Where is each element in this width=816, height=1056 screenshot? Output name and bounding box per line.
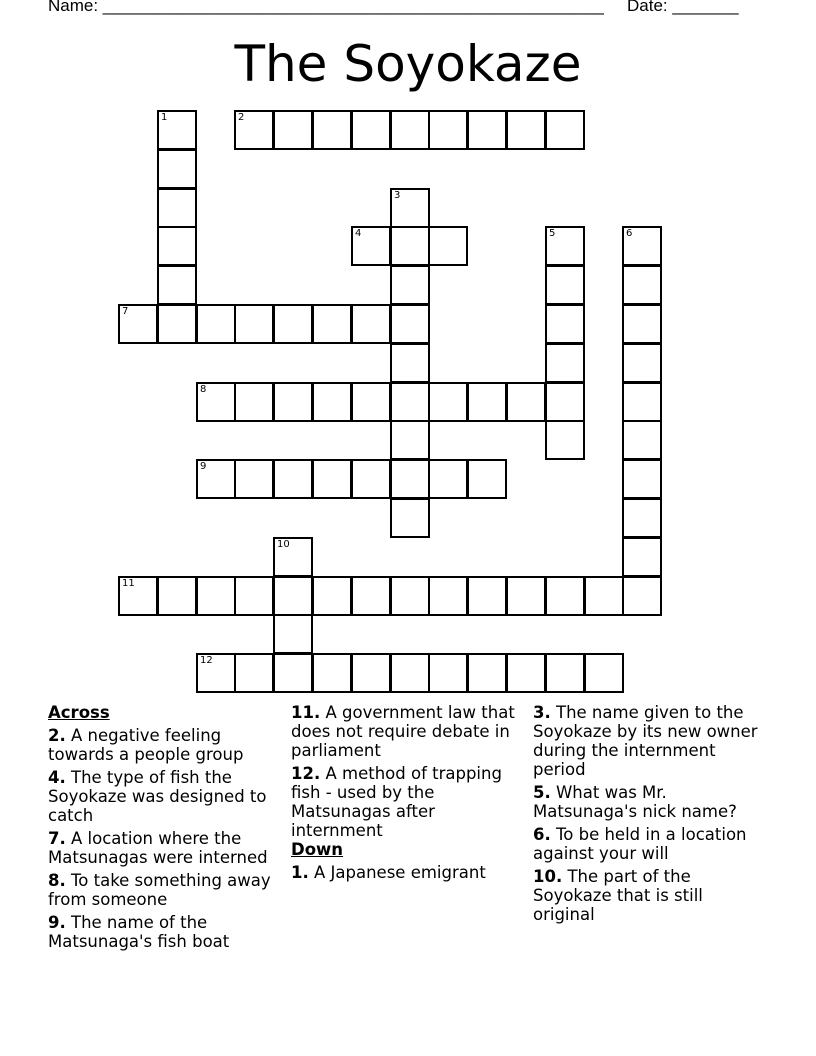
grid-cell[interactable] — [234, 110, 274, 150]
clue-text: A location where the Matsunagas were interned — [48, 829, 268, 867]
clue-item — [48, 871, 288, 909]
grid-cell[interactable] — [428, 226, 468, 266]
grid-cell[interactable] — [622, 382, 662, 422]
grid-cell[interactable] — [584, 576, 624, 616]
grid-cell[interactable] — [234, 576, 274, 616]
grid-cell[interactable] — [157, 576, 197, 616]
grid-cell[interactable] — [467, 459, 507, 499]
cell-number: 9 — [200, 461, 207, 472]
clue-text: The part of the Soyokaze that is still original — [533, 867, 703, 924]
grid-cell[interactable] — [622, 498, 662, 538]
grid-cell[interactable] — [351, 459, 391, 499]
grid-cell[interactable] — [428, 653, 468, 693]
clue-number: 12. — [291, 764, 321, 783]
grid-cell[interactable] — [506, 653, 546, 693]
grid-cell[interactable] — [273, 537, 313, 577]
grid-cell[interactable] — [157, 304, 197, 344]
grid-cell[interactable] — [428, 382, 468, 422]
puzzle-title: The Soyokaze — [234, 35, 582, 93]
clue-item — [48, 768, 288, 825]
grid-cell[interactable] — [545, 110, 585, 150]
cell-number: 12 — [200, 655, 213, 666]
clue-item — [48, 726, 288, 764]
clue-number: 10. — [533, 867, 563, 886]
grid-cell[interactable] — [390, 226, 430, 266]
down-clue-list — [291, 863, 523, 882]
clue-item — [533, 825, 768, 863]
grid-cell[interactable] — [622, 343, 662, 383]
grid-cell[interactable] — [118, 576, 158, 616]
clue-number: 8. — [48, 871, 66, 890]
cell-number: 8 — [200, 384, 207, 395]
grid-cell[interactable] — [351, 382, 391, 422]
clue-number: 7. — [48, 829, 66, 848]
cell-number: 10 — [277, 539, 290, 550]
grid-cell[interactable] — [545, 382, 585, 422]
clue-number: 9. — [48, 913, 66, 932]
name-label: Name: — [48, 0, 103, 15]
clue-number: 1. — [291, 863, 309, 882]
cell-number: 7 — [122, 306, 129, 317]
grid-cell[interactable] — [273, 614, 313, 654]
cell-number: 5 — [549, 228, 556, 239]
grid-cell[interactable] — [390, 653, 430, 693]
grid-cell[interactable] — [390, 304, 430, 344]
grid-cell[interactable] — [390, 420, 430, 460]
grid-cell[interactable] — [273, 653, 313, 693]
grid-cell[interactable] — [157, 226, 197, 266]
grid-cell[interactable] — [467, 382, 507, 422]
grid-cell[interactable] — [351, 576, 391, 616]
down-clue-list-continued — [533, 703, 768, 924]
grid-cell[interactable] — [390, 110, 430, 150]
grid-cell[interactable] — [273, 382, 313, 422]
clue-number: 2. — [48, 726, 66, 745]
grid-cell[interactable] — [428, 110, 468, 150]
grid-cell[interactable] — [390, 343, 430, 383]
grid-cell[interactable] — [196, 653, 236, 693]
grid-cell[interactable] — [351, 226, 391, 266]
grid-cell[interactable] — [157, 110, 197, 150]
clue-item — [291, 863, 523, 882]
clue-text: A method of trapping fish - used by the Matsunagas after internment — [291, 764, 502, 840]
grid-cell[interactable] — [545, 226, 585, 266]
grid-cell[interactable] — [351, 110, 391, 150]
grid-cell[interactable] — [312, 459, 352, 499]
grid-cell[interactable] — [390, 265, 430, 305]
grid-cell[interactable] — [467, 576, 507, 616]
grid-cell[interactable] — [157, 188, 197, 228]
grid-cell[interactable] — [157, 149, 197, 189]
clue-text: The name given to the Soyokaze by its new owner during the internment period — [533, 703, 758, 779]
clue-item — [48, 829, 288, 867]
clue-text: A government law that does not require debate in parliament — [291, 703, 515, 760]
clue-text: A Japanese emigrant — [308, 863, 486, 882]
cell-number: 3 — [394, 190, 401, 201]
grid-cell[interactable] — [584, 653, 624, 693]
clue-item — [533, 867, 768, 924]
grid-cell[interactable] — [506, 382, 546, 422]
clue-number: 5. — [533, 783, 551, 802]
grid-cell[interactable] — [545, 576, 585, 616]
date-field[interactable]: Date: _______ — [627, 0, 739, 15]
clue-item — [533, 703, 768, 779]
clue-text: The type of fish the Soyokaze was designed to catch — [48, 768, 267, 825]
grid-cell[interactable] — [622, 537, 662, 577]
grid-cell[interactable] — [273, 576, 313, 616]
cell-number: 4 — [355, 228, 362, 239]
grid-cell[interactable] — [622, 459, 662, 499]
grid-cell[interactable] — [390, 382, 430, 422]
clue-number: 11. — [291, 703, 321, 722]
grid-cell[interactable] — [506, 576, 546, 616]
clue-item — [291, 703, 523, 760]
grid-cell[interactable] — [312, 304, 352, 344]
grid-cell[interactable] — [234, 459, 274, 499]
clues-column-2 — [291, 703, 523, 886]
grid-cell[interactable] — [622, 420, 662, 460]
clue-text: What was Mr. Matsunaga's nick name? — [533, 783, 737, 821]
grid-cell[interactable] — [545, 420, 585, 460]
grid-cell[interactable] — [545, 265, 585, 305]
grid-cell[interactable] — [118, 304, 158, 344]
grid-cell[interactable] — [351, 304, 391, 344]
clue-text: To take something away from someone — [48, 871, 271, 909]
across-heading: Across — [48, 703, 110, 722]
grid-cell[interactable] — [545, 653, 585, 693]
grid-cell[interactable] — [467, 653, 507, 693]
grid-cell[interactable] — [428, 576, 468, 616]
cell-number: 1 — [161, 112, 168, 123]
grid-cell[interactable] — [506, 110, 546, 150]
cell-number: 2 — [238, 112, 245, 123]
across-clue-list — [48, 726, 288, 951]
grid-cell[interactable] — [312, 653, 352, 693]
name-blank[interactable]: _____________________________________________________ — [102, 0, 604, 15]
grid-cell[interactable] — [312, 110, 352, 150]
grid-cell[interactable] — [312, 576, 352, 616]
clue-item — [533, 783, 768, 821]
grid-cell[interactable] — [545, 343, 585, 383]
across-clue-list-continued — [291, 703, 523, 840]
clue-item — [48, 913, 288, 951]
clue-number: 6. — [533, 825, 551, 844]
grid-cell[interactable] — [390, 188, 430, 228]
cell-number: 6 — [626, 228, 633, 239]
grid-cell[interactable] — [351, 653, 391, 693]
clue-item — [291, 764, 523, 840]
grid-cell[interactable] — [312, 382, 352, 422]
cell-number: 11 — [122, 578, 135, 589]
down-heading: Down — [291, 840, 344, 859]
grid-cell[interactable] — [196, 382, 236, 422]
grid-cell[interactable] — [622, 576, 662, 616]
grid-cell[interactable] — [234, 382, 274, 422]
grid-cell[interactable] — [196, 459, 236, 499]
grid-cell[interactable] — [273, 110, 313, 150]
grid-cell[interactable] — [545, 304, 585, 344]
clue-number: 3. — [533, 703, 551, 722]
clues-column-1 — [48, 703, 288, 955]
clue-number: 4. — [48, 768, 66, 787]
clue-text: The name of the Matsunaga's fish boat — [48, 913, 230, 951]
grid-cell[interactable] — [196, 576, 236, 616]
grid-cell[interactable] — [273, 304, 313, 344]
grid-cell[interactable] — [390, 459, 430, 499]
grid-cell[interactable] — [622, 304, 662, 344]
grid-cell[interactable] — [157, 265, 197, 305]
grid-cell[interactable] — [428, 459, 468, 499]
clue-text: A negative feeling towards a people group — [48, 726, 244, 764]
grid-cell[interactable] — [234, 304, 274, 344]
clues-column-3 — [533, 703, 768, 928]
grid-cell[interactable] — [390, 576, 430, 616]
clue-text: To be held in a location against your will — [533, 825, 747, 863]
grid-cell[interactable] — [390, 498, 430, 538]
grid-cell[interactable] — [467, 110, 507, 150]
grid-cell[interactable] — [622, 265, 662, 305]
grid-cell[interactable] — [234, 653, 274, 693]
grid-cell[interactable] — [196, 304, 236, 344]
grid-cell[interactable] — [622, 226, 662, 266]
grid-cell[interactable] — [273, 459, 313, 499]
